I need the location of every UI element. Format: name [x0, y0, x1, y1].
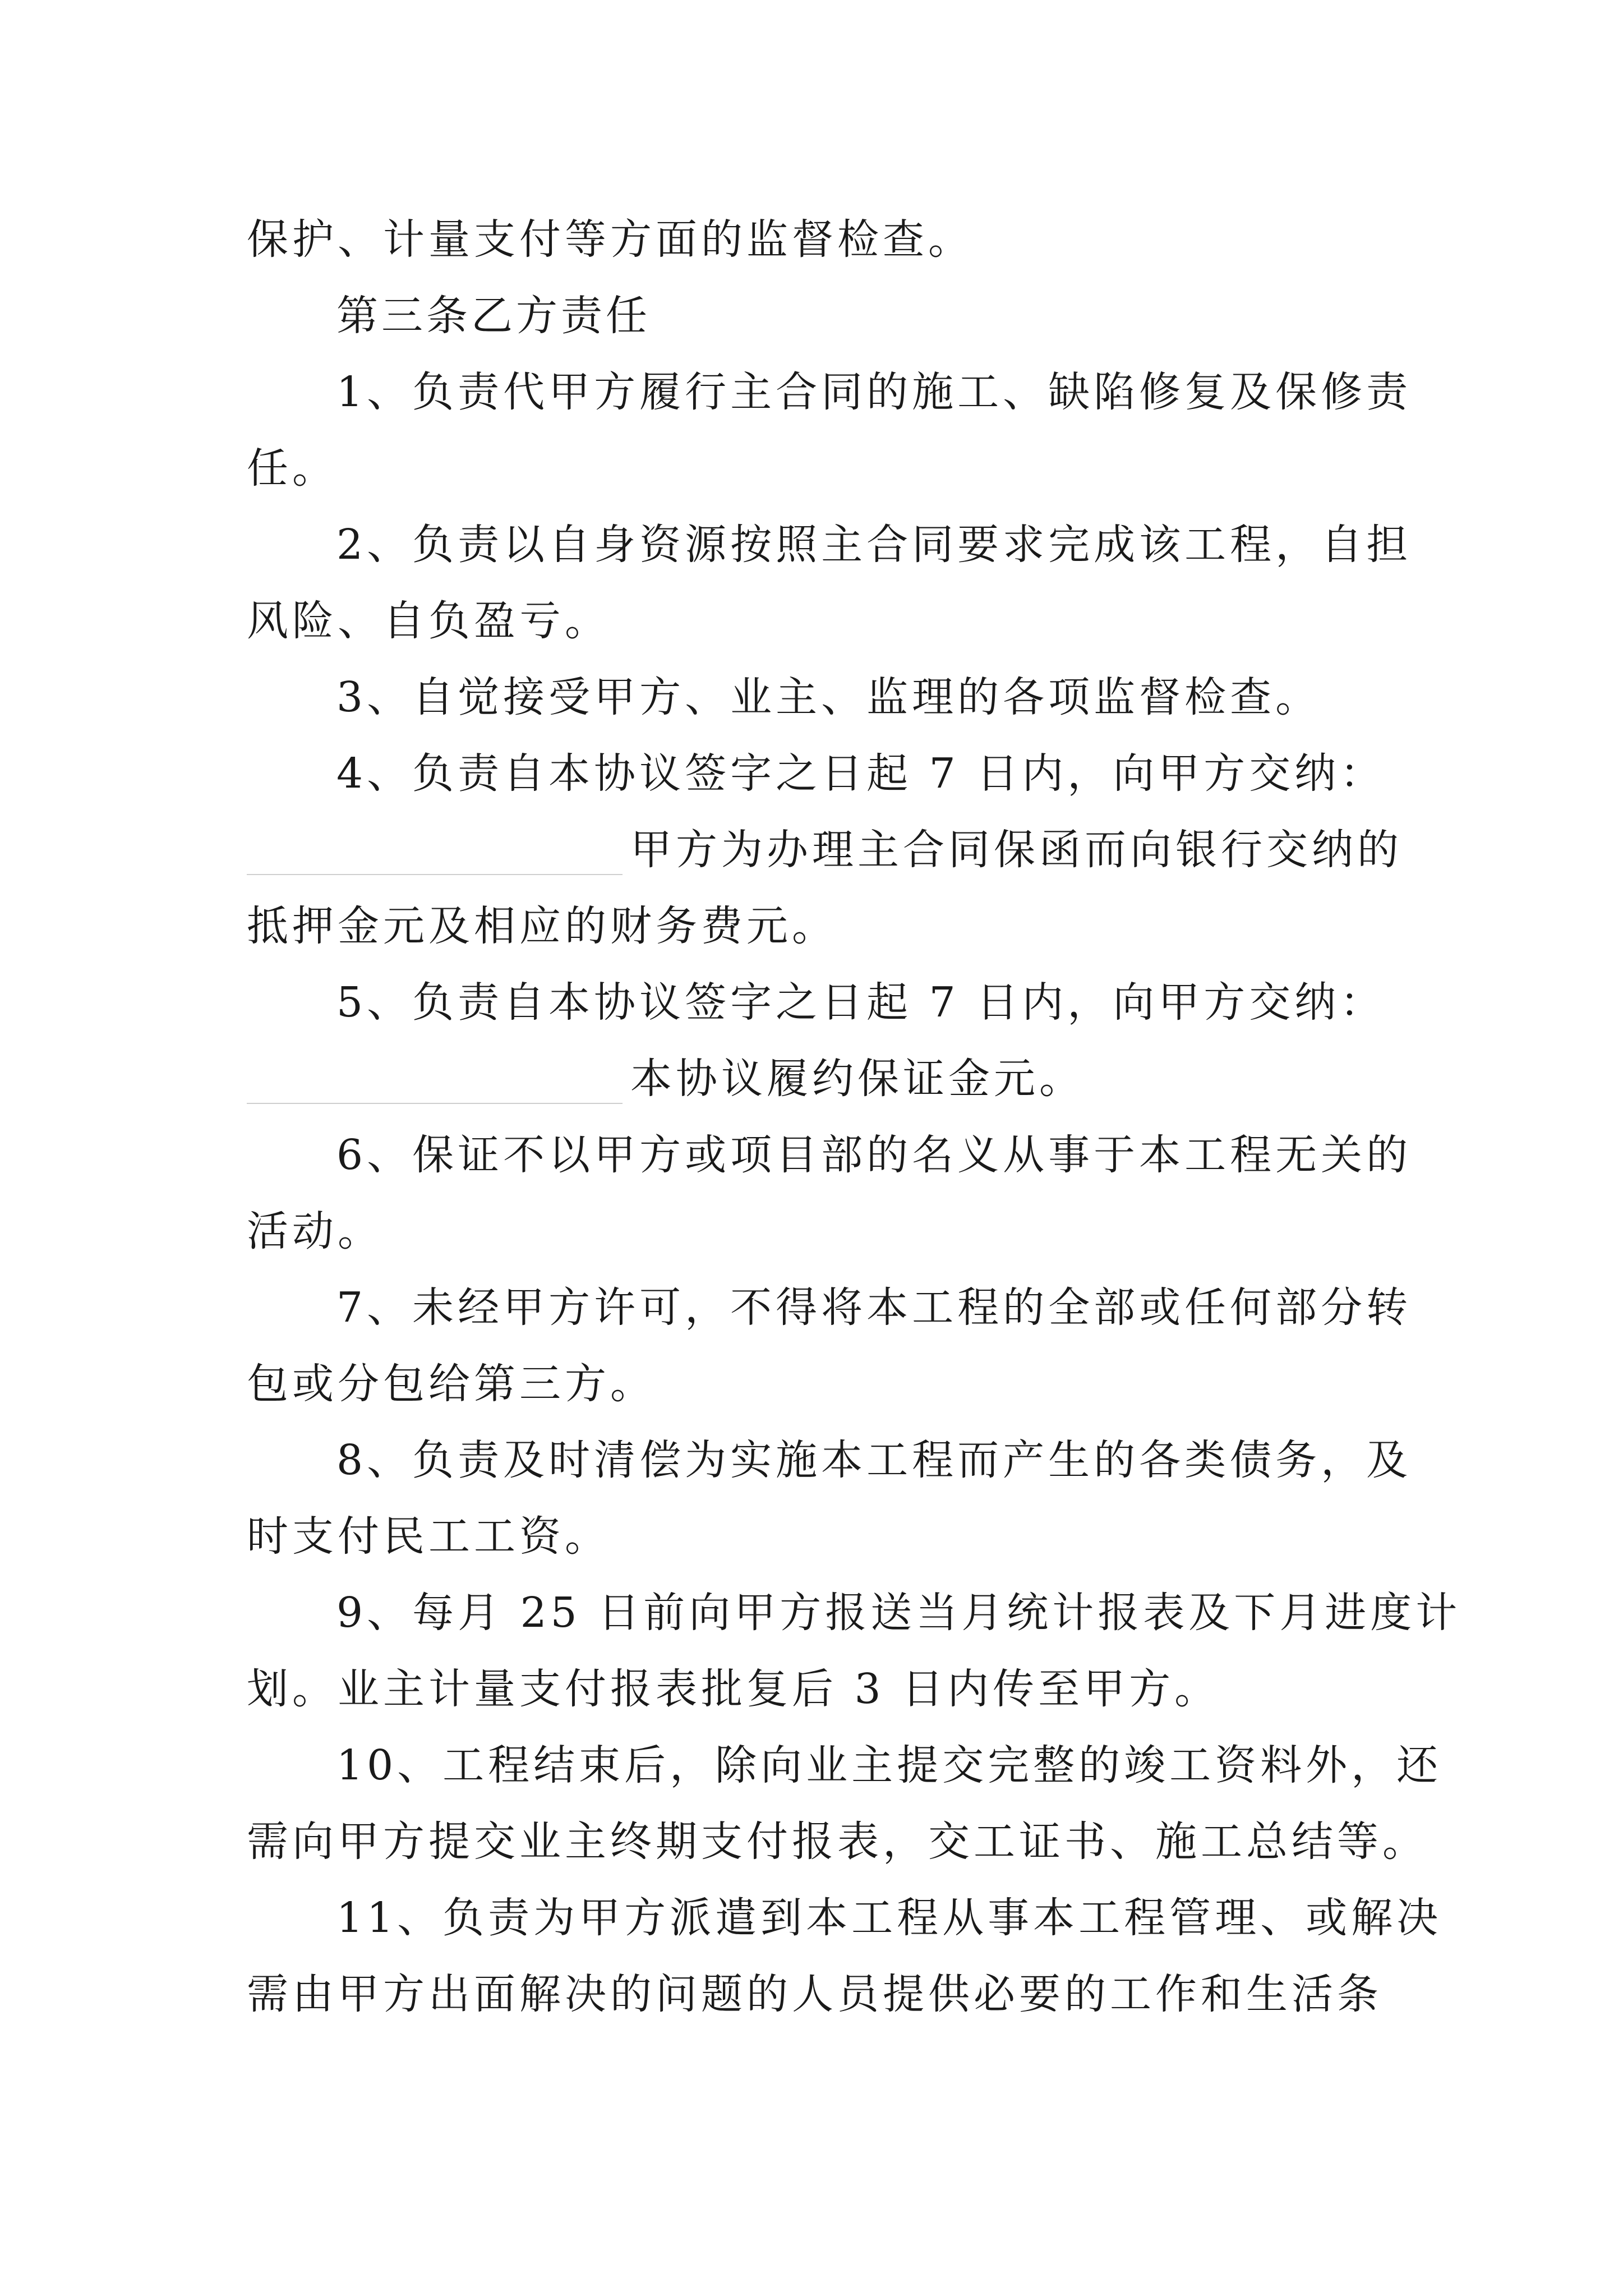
- clause-8-line-2: 时支付民工工资。: [247, 1512, 610, 1561]
- clause-6-line-1: 6、保证不以甲方或项目部的名义从事于本工程无关的: [336, 1131, 1412, 1179]
- clause-4-line-2-text: 甲方为办理主合同保函而向银行交纳的: [630, 826, 1403, 874]
- clause-7-line-1: 7、未经甲方许可，不得将本工程的全部或任何部分转: [336, 1283, 1412, 1332]
- fill-in-blank: [247, 1064, 623, 1104]
- clause-4-line-2: [247, 825, 1403, 875]
- clause-6-line-2: 活动。: [247, 1207, 383, 1255]
- fill-in-blank: [247, 835, 623, 875]
- clause-9-line-1: 9、每月 25 日前向甲方报送当月统计报表及下月进度计: [336, 1589, 1461, 1637]
- clause-7-line-2: 包或分包给第三方。: [247, 1360, 656, 1408]
- clause-9-line-2: 划。业主计量支付报表批复后 3 日内传至甲方。: [247, 1665, 1220, 1713]
- clause-5-line-2-text: 本协议履约保证金元。: [630, 1055, 1085, 1103]
- clause-1-line-2: 任。: [247, 444, 338, 493]
- clause-3-line-1: 3、自觉接受甲方、业主、监理的各项监督检查。: [336, 673, 1321, 721]
- clause-10-line-2: 需向甲方提交业主终期支付报表，交工证书、施工总结等。: [247, 1818, 1428, 1866]
- clause-5-line-2: [247, 1053, 1085, 1104]
- clause-2-line-2: 风险、自负盈亏。: [247, 597, 610, 645]
- clause-4-line-1: 4、负责自本协议签字之日起 7 日内，向甲方交纳：: [336, 749, 1386, 798]
- clause-11-line-2: 需由甲方出面解决的问题的人员提供必要的工作和生活条: [247, 1970, 1382, 2018]
- clause-11-line-1: 11、负责为甲方派遣到本工程从事本工程管理、或解决: [336, 1894, 1442, 1942]
- clause-4-line-3: 抵押金元及相应的财务费元。: [247, 902, 837, 950]
- section-heading: 第三条乙方责任: [336, 292, 651, 340]
- clause-1-line-1: 1、负责代甲方履行主合同的施工、缺陷修复及保修责: [336, 368, 1412, 416]
- clause-5-line-1: 5、负责自本协议签字之日起 7 日内，向甲方交纳：: [336, 978, 1386, 1027]
- clause-10-line-1: 10、工程结束后，除向业主提交完整的竣工资料外，还: [336, 1741, 1442, 1789]
- text-line: 保护、计量支付等方面的监督检查。: [247, 215, 974, 264]
- clause-8-line-1: 8、负责及时清偿为实施本工程而产生的各类债务，及: [336, 1436, 1412, 1484]
- clause-2-line-1: 2、负责以自身资源按照主合同要求完成该工程，自担: [336, 521, 1412, 569]
